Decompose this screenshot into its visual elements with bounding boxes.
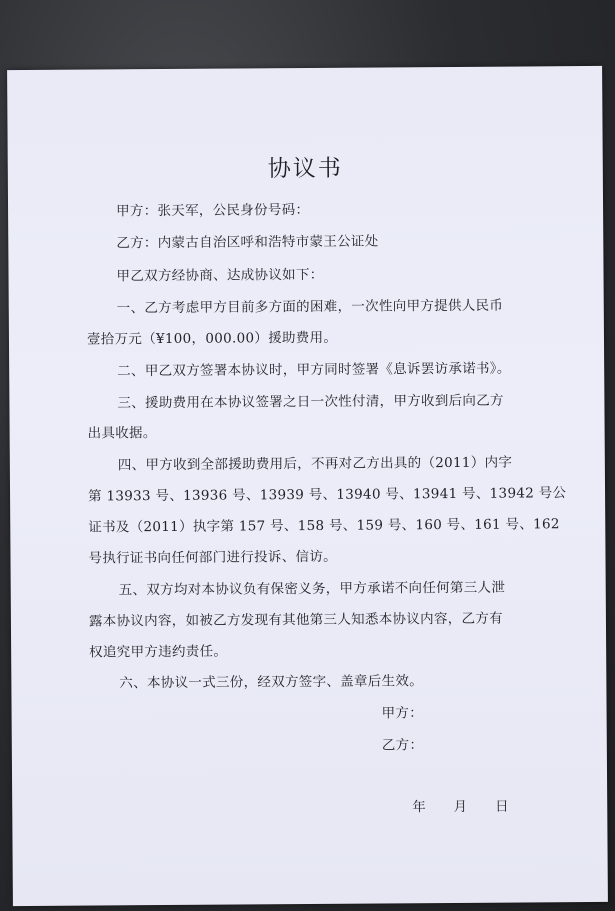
date-line: 年 月 日: [412, 798, 509, 816]
document-page: [7, 66, 608, 906]
clause-4-line-4: 号执行证书向任何部门进行投诉、信访。: [88, 548, 337, 567]
clause-3-line-1: 三、援助费用在本协议签署之日一次性付清，甲方收到后向乙方: [117, 392, 504, 412]
signature-party-b: 乙方：: [381, 737, 424, 754]
clause-1-line-1: 一、乙方考虑甲方目前多方面的困难，一次性向甲方提供人民币: [116, 297, 504, 317]
clause-6: 六、本协议一式三份，经双方签字、盖章后生效。: [119, 673, 424, 692]
clause-5-line-3: 权追究甲方违约责任。: [89, 643, 228, 661]
clause-4-line-3: 证书及（2011）执字第 157 号、158 号、159 号、160 号、161 号、162: [88, 516, 560, 536]
signature-party-a: 甲方：: [381, 705, 424, 722]
document-title: 协议书: [267, 155, 343, 183]
clause-4-line-2: 第 13933 号、13936 号、13939 号、13940 号、13941 号、13942 号公: [88, 485, 567, 505]
clause-2: 二、甲乙双方签署本协议时，甲方同时签署《息诉罢访承诺书》。: [117, 360, 511, 380]
clause-4-line-1: 四、甲方收到全部援助费用后，不再对乙方出具的（2011）内字: [117, 454, 513, 474]
party-b-line: 乙方：内蒙古自治区呼和浩特市蒙王公证处: [116, 233, 379, 252]
intro-line: 甲乙双方经协商、达成协议如下：: [116, 266, 324, 285]
party-a-line: 甲方：张天军，公民身份号码：: [116, 201, 310, 220]
clause-5-line-1: 五、双方均对本协议负有保密义务，甲方承诺不向任何第三人泄: [118, 579, 506, 599]
clause-1-line-2: 壹拾万元（¥100，000.00）援助费用。: [86, 329, 338, 348]
clause-5-line-2: 露本协议内容，如被乙方发现有其他第三人知悉本协议内容，乙方有: [88, 610, 503, 630]
clause-3-line-2: 出具收据。: [87, 425, 157, 442]
